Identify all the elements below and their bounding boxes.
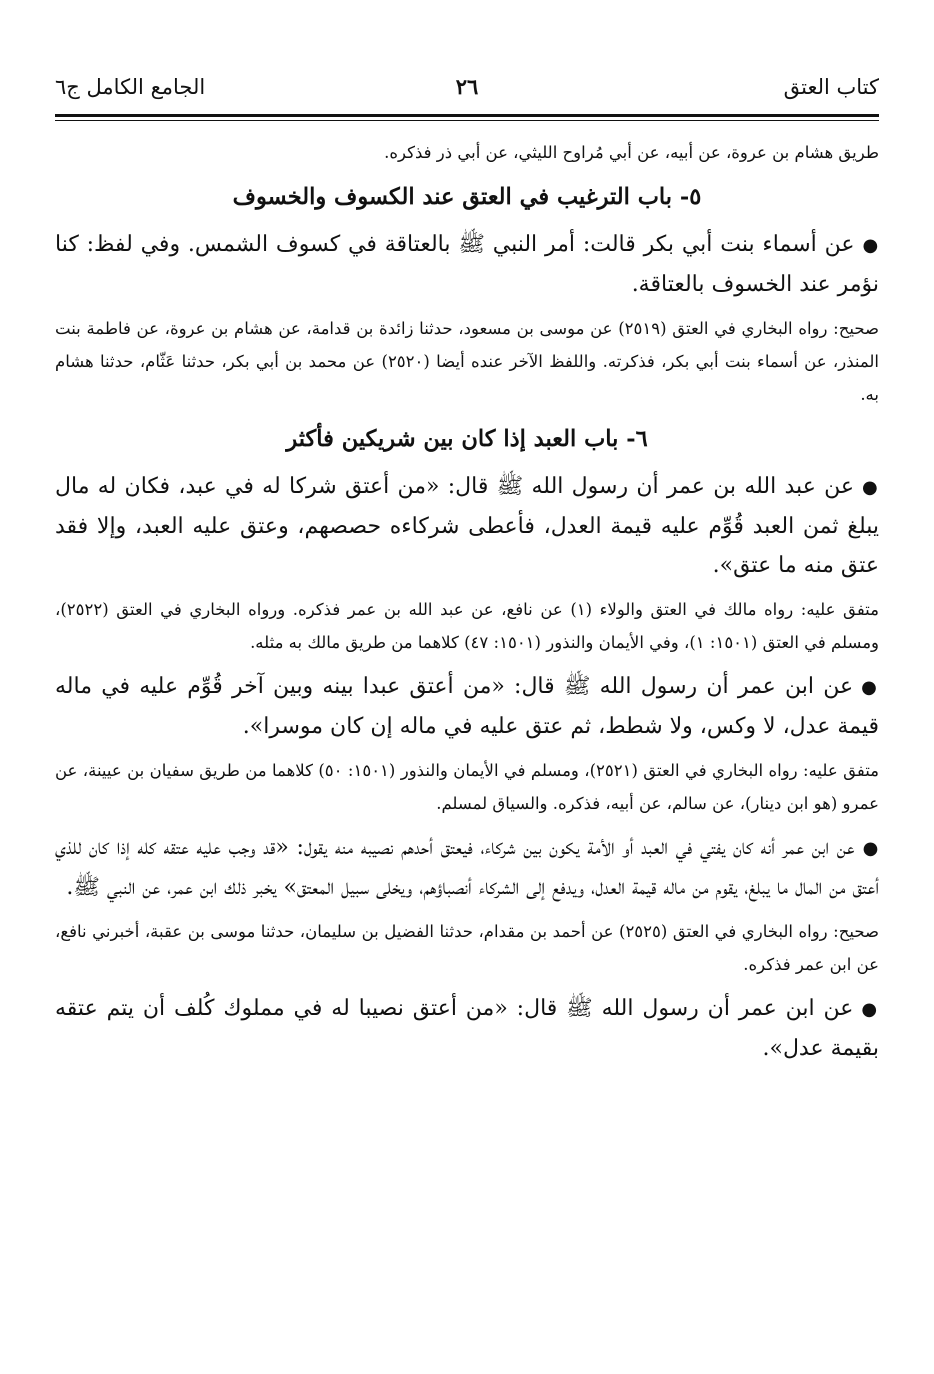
bullet-icon: ●	[862, 838, 879, 859]
hadith-1	[55, 225, 879, 304]
bullet-icon: ●	[861, 477, 879, 498]
page-header	[55, 64, 879, 110]
bullet-icon: ●	[862, 235, 879, 256]
chapter-title-6: ٦- باب العبد إذا كان بين شريكين فأكثر	[286, 426, 648, 452]
hadith-text: عن ابن عمر أن رسول الله ﷺ قال: «من أعتق نصيبا له في مملوك كُلف أن يتم عتقه بقيمة عدل».	[55, 996, 879, 1061]
header-rule-thick	[55, 114, 879, 117]
chapter-title-5: ٥- باب الترغيب في العتق عند الكسوف والخسوف	[232, 184, 702, 210]
hadith-5	[55, 989, 879, 1068]
header-page-number: ٢٦	[455, 74, 479, 99]
takhrij-note-1: صحيح: رواه البخاري في العتق (٢٥١٩) عن موسى بن مسعود، حدثنا زائدة بن قدامة، عن هشام بن عروة، عن فاطمة بنت المنذر، عن أسماء بنت أبي بكر، فذكرته. واللفظ الآخر عنده أيضا (٢٥٢٠) عن محمد بن أبي بكر، حدثنا عَثّام، حدثنا هشام به.	[55, 319, 880, 404]
hadith-3	[55, 667, 879, 746]
page-body	[55, 136, 879, 1068]
hadith-text: عن عبد الله بن عمر أن رسول الله ﷺ قال: «من أعتق شركا له في عبد، فكان له مال يبلغ ثمن العبد قُوِّم عليه قيمة العدل، فأعطى شركاءه حصصهم، وعتق عليه العبد، وإلا فقد عتق منه ما عتق».	[55, 474, 879, 578]
bullet-icon: ●	[861, 677, 879, 698]
hadith-text: عن أسماء بنت أبي بكر قالت: أمر النبي ﷺ بالعتاقة في كسوف الشمس. وفي لفظ: كنا نؤمر عند الخسوف بالعتاقة.	[55, 232, 879, 297]
header-book-section: كتاب العتق	[783, 75, 879, 99]
bullet-icon: ●	[861, 999, 879, 1020]
header-rule-thin	[55, 120, 879, 121]
header-book-title: الجامع الكامل ج٦	[55, 75, 206, 99]
continued-note: طريق هشام بن عروة، عن أبيه، عن أبي مُراوح الليثي، عن أبي ذر فذكره.	[384, 143, 879, 162]
takhrij-note-4: صحيح: رواه البخاري في العتق (٢٥٢٥) عن أحمد بن مقدام، حدثنا الفضيل بن سليمان، حدثنا موسى بن عقبة، أخبرني نافع، عن ابن عمر فذكره.	[55, 922, 879, 974]
hadith-4	[55, 828, 879, 907]
hadith-text: عن ابن عمر أنه كان يفتي في العبد أو الأمة يكون بين شركاء، فيعتق أحدهم نصيبه منه يقول: «قد وجب عليه عتقه كله إذا كان للذي أعتق من المال ما يبلغ، يقوم من ماله قيمة العدل، ويدفع إلى الشركاء أنصباؤهم، ويخلى سبيل المعتق» يخبر ذلك ابن عمر، عن النبي ﷺ.	[55, 835, 879, 900]
hadith-text: عن ابن عمر أن رسول الله ﷺ قال: «من أعتق عبدا بينه وبين آخر قُوِّم عليه في ماله قيمة عدل، لا وكس، ولا شطط، ثم عتق عليه في ماله إن كان موسرا».	[55, 674, 879, 739]
hadith-2	[55, 467, 879, 585]
takhrij-note-3: متفق عليه: رواه البخاري في العتق (٢٥٢١)، ومسلم في الأيمان والنذور (١٥٠١: ٥٠) كلاهما من طريق سفيان بن عيينة، عن عمرو (هو ابن دينار)، عن سالم، عن أبيه، فذكره. والسياق لمسلم.	[55, 761, 880, 813]
takhrij-note-2: متفق عليه: رواه مالك في العتق والولاء (١) عن نافع، عن عبد الله بن عمر فذكره. ورواه البخاري في العتق (٢٥٢٢)، ومسلم في العتق (١٥٠١: ١)، وفي الأيمان والنذور (١٥٠١: ٤٧) كلاهما من طريق مالك به مثله.	[55, 600, 879, 652]
